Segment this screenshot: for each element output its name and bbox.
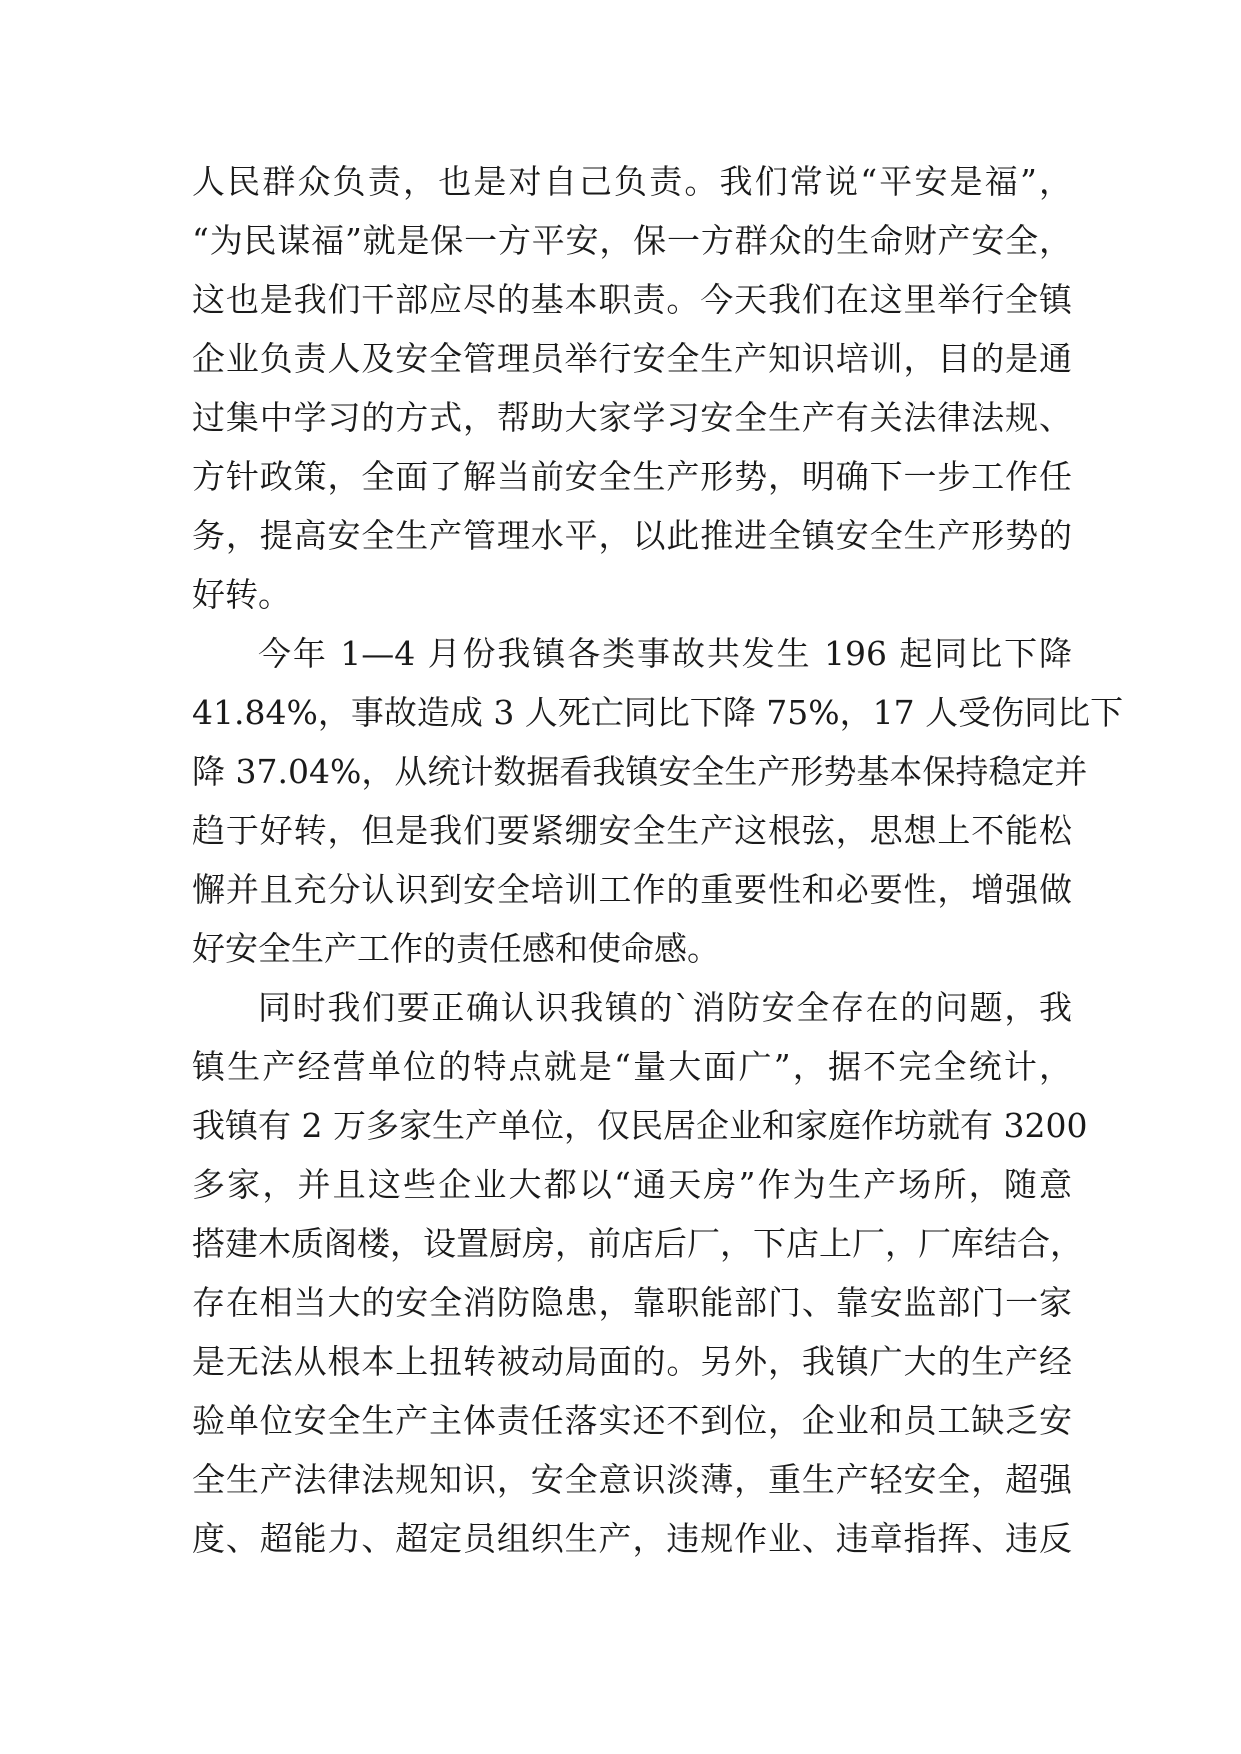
- text-line: 过集中学习的方式，帮助大家学习安全生产有关法律法规、: [192, 398, 1072, 437]
- text-line: 度、超能力、超定员组织生产，违规作业、违章指挥、违反: [192, 1519, 1072, 1558]
- text-line: 镇生产经营单位的特点就是“量大面广”，据不完全统计，: [192, 1047, 1072, 1086]
- text-line: 同时我们要正确认识我镇的`消防安全存在的问题，我: [258, 988, 1072, 1027]
- text-line: 趋于好转，但是我们要紧绷安全生产这根弦，思想上不能松: [192, 811, 1072, 850]
- text-line: 我镇有 2 万多家生产单位，仅民居企业和家庭作坊就有 3200: [192, 1106, 1088, 1145]
- text-line: 好转。: [192, 575, 291, 614]
- text-line: 验单位安全生产主体责任落实还不到位，企业和员工缺乏安: [192, 1401, 1072, 1440]
- text-line: 企业负责人及安全管理员举行安全生产知识培训，目的是通: [192, 339, 1072, 378]
- text-line: 41.84%，事故造成 3 人死亡同比下降 75%，17 人受伤同比下: [192, 693, 1124, 732]
- text-line: 这也是我们干部应尽的基本职责。今天我们在这里举行全镇: [192, 280, 1072, 319]
- text-line: 懈并且充分认识到安全培训工作的重要性和必要性，增强做: [192, 870, 1072, 909]
- text-line: 人民群众负责，也是对自己负责。我们常说“平安是福”，: [192, 162, 1072, 201]
- text-line: 降 37.04%，从统计数据看我镇安全生产形势基本保持稳定并: [192, 752, 1088, 791]
- text-line: “为民谋福”就是保一方平安，保一方群众的生命财产安全，: [192, 221, 1072, 260]
- text-line: 全生产法律法规知识，安全意识淡薄，重生产轻安全，超强: [192, 1460, 1072, 1499]
- text-line: 方针政策，全面了解当前安全生产形势，明确下一步工作任: [192, 457, 1072, 496]
- text-line: 今年 1—4 月份我镇各类事故共发生 196 起同比下降: [258, 634, 1072, 673]
- text-line: 务，提高安全生产管理水平，以此推进全镇安全生产形势的: [192, 516, 1072, 555]
- text-line: 好安全生产工作的责任感和使命感。: [192, 929, 720, 968]
- text-line: 是无法从根本上扭转被动局面的。另外，我镇广大的生产经: [192, 1342, 1072, 1381]
- text-line: 存在相当大的安全消防隐患，靠职能部门、靠安监部门一家: [192, 1283, 1072, 1322]
- text-line: 多家，并且这些企业大都以“通天房”作为生产场所，随意: [192, 1165, 1072, 1204]
- text-line: 搭建木质阁楼，设置厨房，前店后厂，下店上厂，厂库结合，: [192, 1224, 1083, 1263]
- body-text: [192, 152, 1124, 1568]
